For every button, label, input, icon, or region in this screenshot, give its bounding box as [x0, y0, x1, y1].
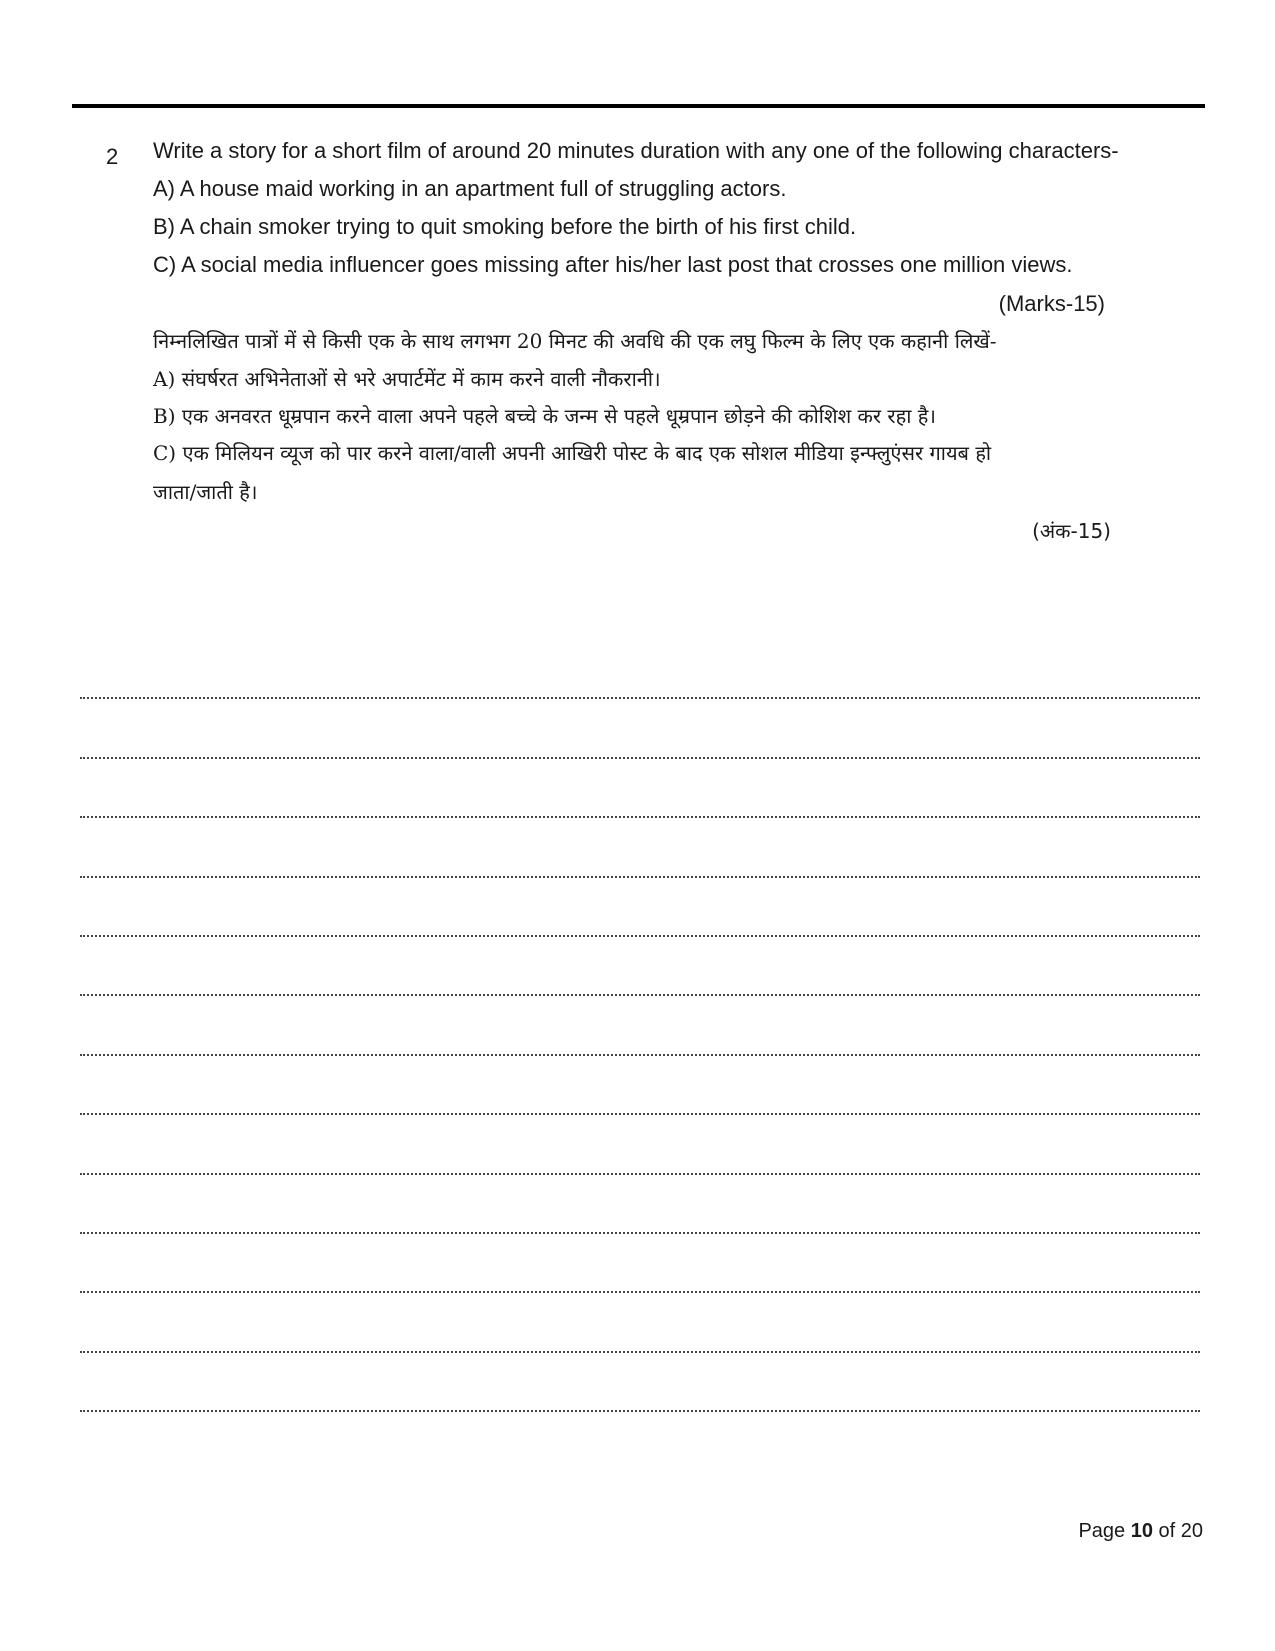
option-b-hi: B) एक अनवरत धूम्रपान करने वाला अपने पहले बच्चे के जन्म से पहले धूम्रपान छोड़ने की कोशिश कर रहा है।	[153, 404, 936, 428]
answer-line	[80, 640, 1200, 699]
option-b-en: B) A chain smoker trying to quit smoking before the birth of his first child.	[153, 214, 857, 239]
answer-line	[80, 1293, 1200, 1352]
page-suffix: of 20	[1152, 1520, 1203, 1542]
page-footer	[1078, 1520, 1203, 1543]
question-prompt-hi: निम्नलिखित पात्रों में से किसी एक के साथ लगभग 20 मिनट की अवधि की एक लघु फिल्म के लिए एक कहानी लिखें-	[153, 329, 997, 353]
header-rule	[72, 104, 1205, 108]
answer-line	[80, 937, 1200, 996]
answer-writing-area	[80, 640, 1200, 1412]
answer-line	[80, 818, 1200, 877]
answer-line	[80, 878, 1200, 937]
page-current: 10	[1130, 1520, 1153, 1542]
option-c-hi-line2: जाता/जाती है।	[153, 480, 258, 504]
answer-line	[80, 759, 1200, 818]
option-c-en: C) A social media influencer goes missing after his/her last post that crosses one million views.	[153, 252, 1073, 277]
option-a-en: A) A house maid working in an apartment full of struggling actors.	[153, 176, 787, 201]
option-c-hi-line1: C) एक मिलियन व्यूज को पार करने वाला/वाली अपनी आखिरी पोस्ट के बाद एक सोशल मीडिया इन्फ्लुएंसर गायब हो	[153, 441, 992, 465]
answer-line	[80, 1234, 1200, 1293]
page-prefix: Page	[1078, 1520, 1131, 1542]
marks-en: (Marks-15)	[998, 291, 1105, 316]
question-prompt-en: Write a story for a short film of around 20 minutes duration with any one of the following characters-	[153, 138, 1119, 163]
answer-line	[80, 1115, 1200, 1174]
answer-line	[80, 1175, 1200, 1234]
answer-line	[80, 1056, 1200, 1115]
question-number: 2	[106, 144, 119, 169]
marks-hi: (अंक-15)	[1032, 519, 1111, 543]
option-a-hi: A) संघर्षरत अभिनेताओं से भरे अपार्टमेंट में काम करने वाली नौकरानी।	[153, 367, 661, 391]
answer-line	[80, 699, 1200, 758]
answer-line	[80, 1353, 1200, 1412]
answer-line	[80, 996, 1200, 1055]
